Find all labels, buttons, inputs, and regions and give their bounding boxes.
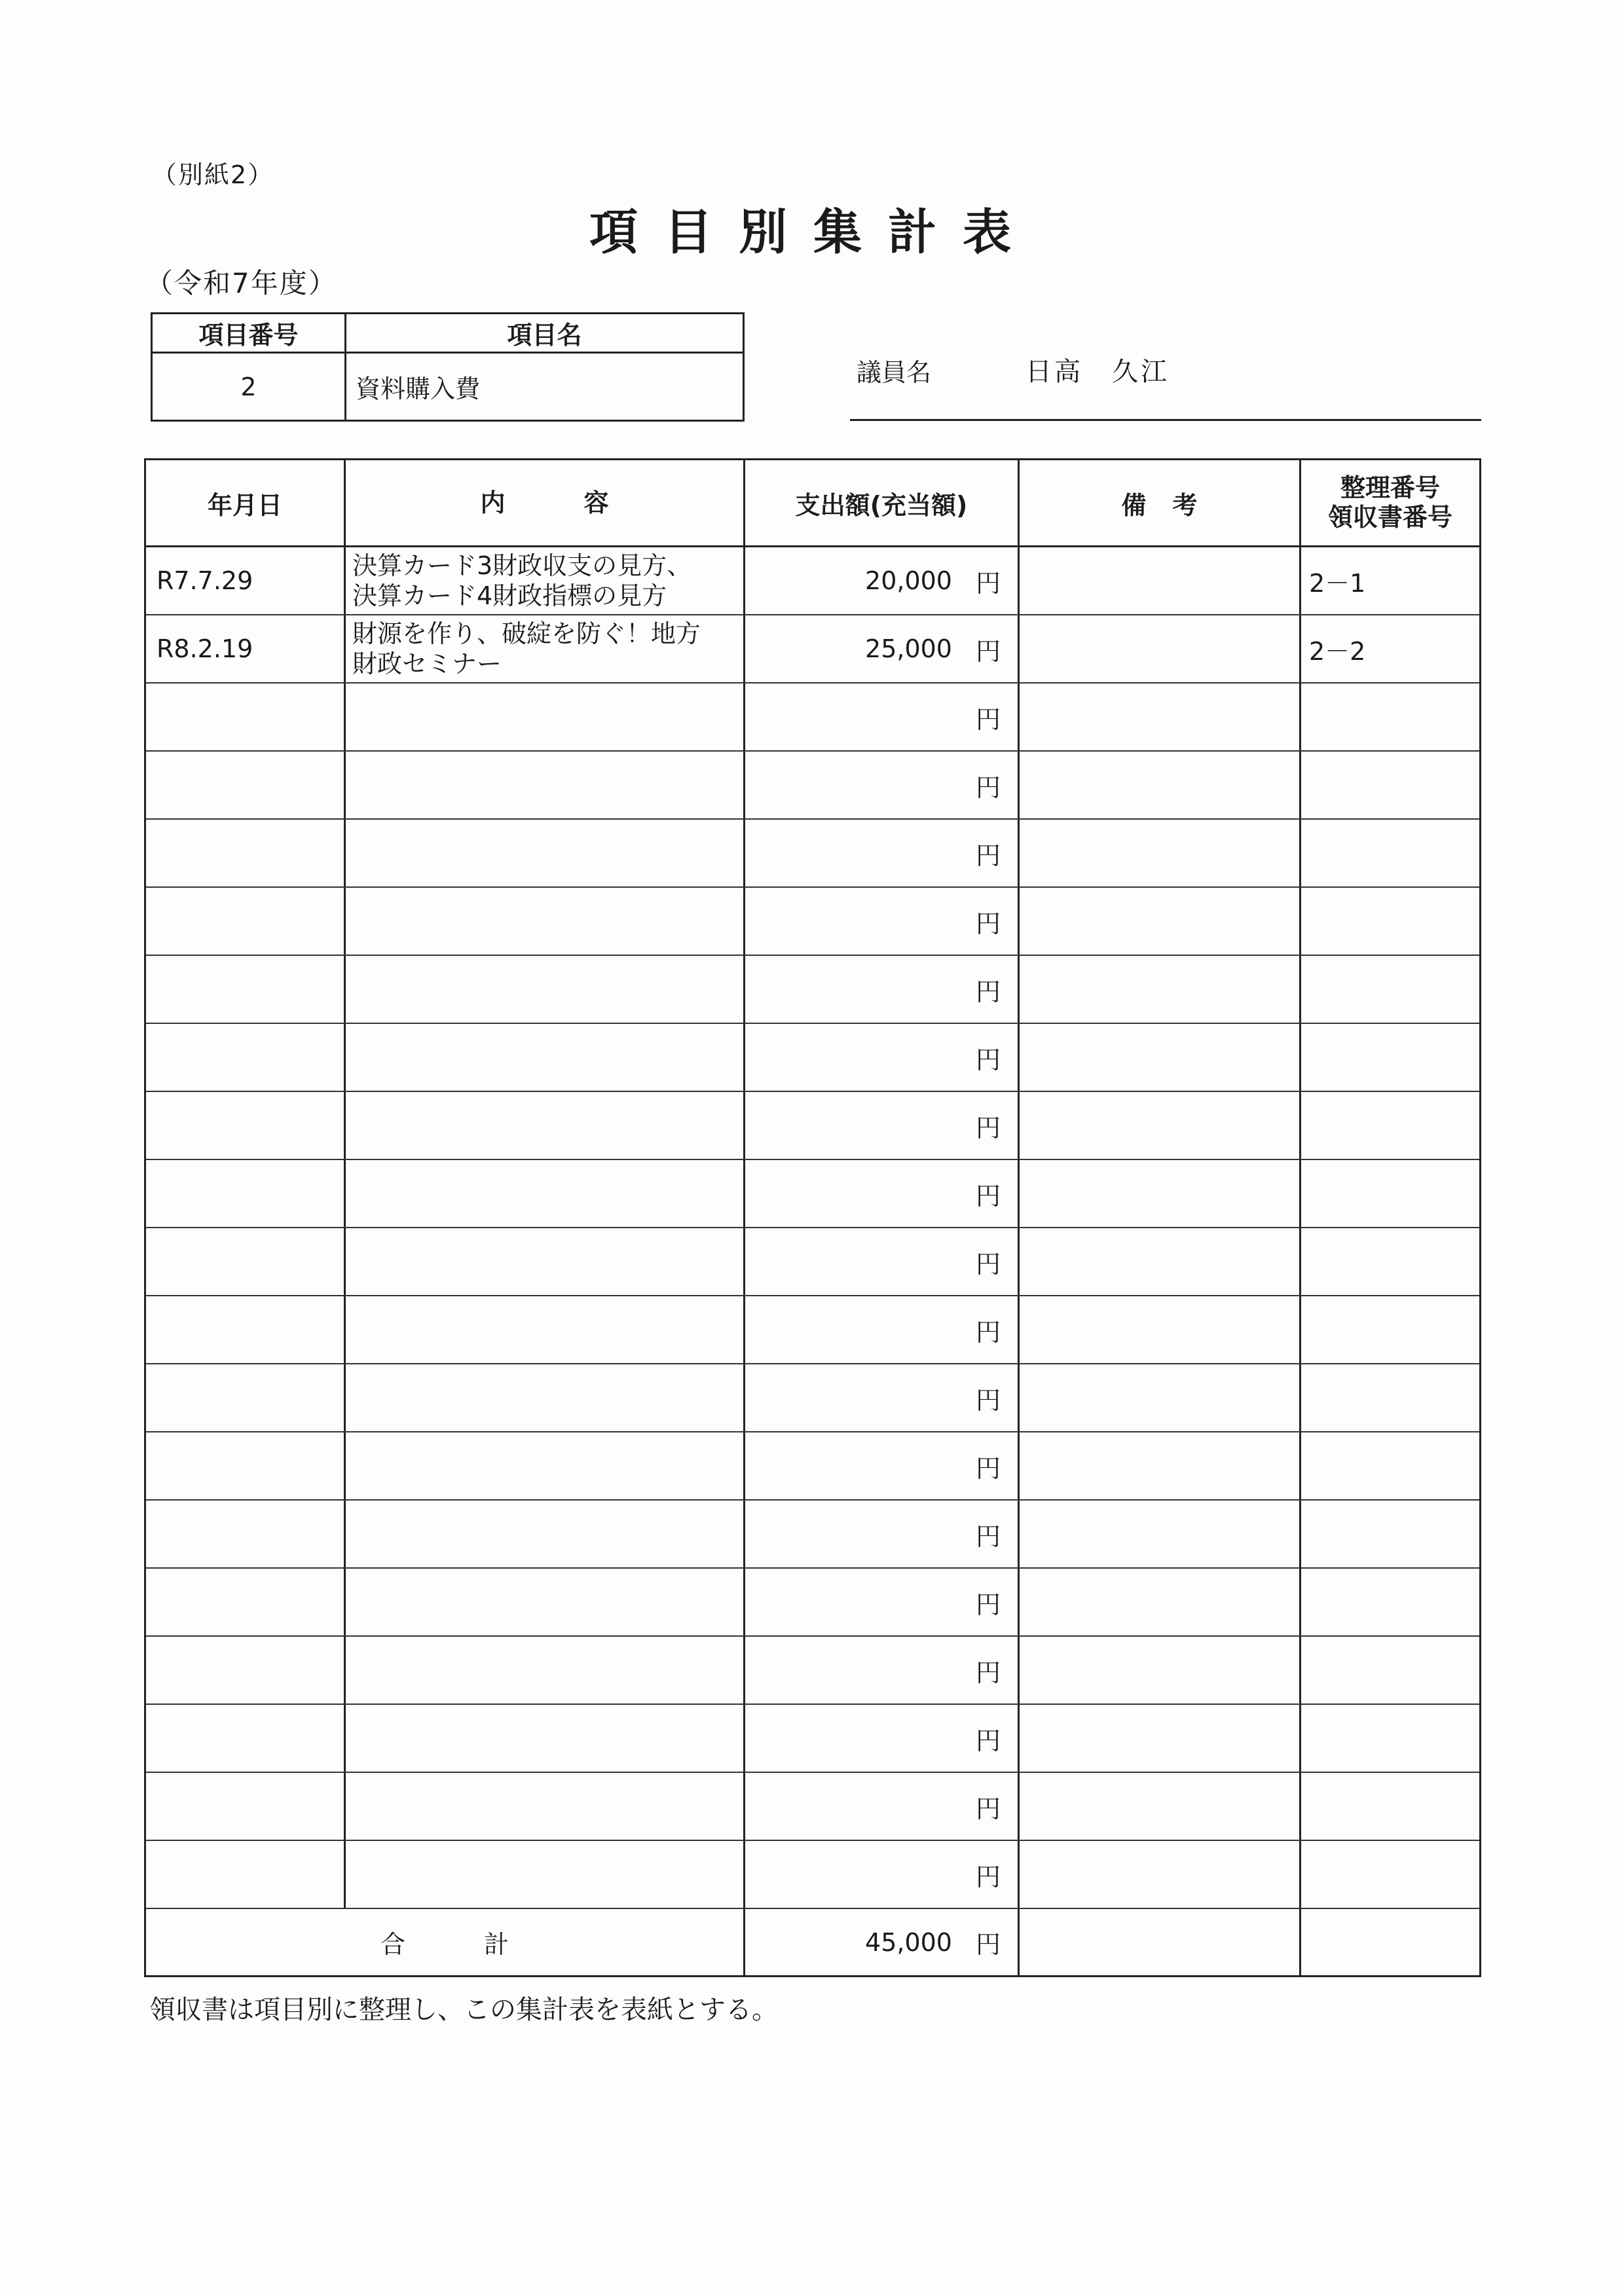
table-row [146,1364,1479,1432]
remarks-cell [1020,820,1301,886]
amount-cell [745,888,1020,955]
total-label: 合計 [380,1930,587,1959]
content-cell [346,547,745,614]
amount-header-text: 支出額(充当額) [795,490,968,520]
date-cell [146,1501,346,1567]
item-info-header-row [153,314,743,354]
remarks-cell [1020,1092,1301,1159]
ref-cell [1301,956,1479,1023]
ref-value: 2－2 [1309,636,1366,666]
ref-header-line1: 整理番号 [1340,473,1440,503]
content-cell [346,1841,745,1908]
fiscal-year-label: （令和7年度） [145,267,337,299]
ref-cell [1301,1364,1479,1431]
ref-cell [1301,547,1479,614]
amount-cell [745,1024,1020,1091]
ref-cell [1301,615,1479,682]
yen-unit: 円 [975,1385,1001,1415]
content-line-2: 財政セミナー [352,649,502,678]
ref-cell [1301,1296,1479,1363]
total-label-cell [146,1909,745,1975]
table-row [146,1569,1479,1637]
amount-cell [745,1296,1020,1363]
content-cell [346,1705,745,1772]
yen-unit: 円 [975,1249,1001,1279]
date-cell [146,1637,346,1704]
date-cell [146,820,346,886]
date-cell [146,1773,346,1840]
ref-cell [1301,820,1479,886]
table-row [146,683,1479,752]
remarks-cell [1020,888,1301,955]
yen-unit: 円 [975,636,1001,666]
date-cell [146,1024,346,1091]
table-row [146,1296,1479,1364]
amount-cell [745,1705,1020,1772]
remarks-header-text: 備考 [1121,490,1224,520]
date-cell [146,1432,346,1499]
yen-unit: 円 [975,1522,1001,1551]
amount-cell [745,683,1020,750]
content-cell [346,1092,745,1159]
ref-cell [1301,1501,1479,1567]
remarks-column-header [1020,460,1301,545]
date-cell [146,615,346,682]
amount-cell [745,1569,1020,1635]
yen-unit: 円 [975,1113,1001,1142]
remarks-cell [1020,1364,1301,1431]
date-value: R7.7.29 [157,566,253,595]
table-row [146,888,1479,956]
ref-cell [1301,1773,1479,1840]
content-cell [346,683,745,750]
table-row [146,956,1479,1024]
remarks-cell [1020,683,1301,750]
amount-cell [745,1637,1020,1704]
amount-cell [745,1364,1020,1431]
remarks-cell [1020,1705,1301,1772]
member-name-underline [850,419,1481,421]
content-cell [346,1637,745,1704]
content-cell [346,956,745,1023]
table-row [146,820,1479,888]
item-name-header: 項目名 [507,321,582,350]
remarks-cell [1020,1432,1301,1499]
content-cell [346,1364,745,1431]
amount-cell [745,1228,1020,1295]
ref-header-line2: 領収書番号 [1327,503,1452,532]
table-row [146,752,1479,820]
yen-unit: 円 [975,1794,1001,1823]
date-cell [146,888,346,955]
ref-value: 2－1 [1309,568,1366,598]
date-cell [146,1841,346,1908]
table-row [146,1160,1479,1228]
table-row [146,615,1479,683]
content-cell [346,1501,745,1567]
table-header-row [146,460,1479,547]
expense-table [144,458,1481,1977]
content-cell [346,1773,745,1840]
ref-cell [1301,1705,1479,1772]
yen-unit: 円 [975,1726,1001,1755]
ref-cell [1301,888,1479,955]
yen-unit: 円 [975,977,1001,1006]
ref-cell [1301,683,1479,750]
table-row [146,1092,1479,1160]
table-row [146,1841,1479,1909]
ref-cell [1301,1092,1479,1159]
yen-unit: 円 [975,1453,1001,1483]
date-cell [146,956,346,1023]
remarks-cell [1020,615,1301,682]
date-cell [146,1160,346,1227]
ref-cell [1301,1841,1479,1908]
table-row [146,1637,1479,1705]
remarks-cell [1020,1841,1301,1908]
remarks-cell [1020,1296,1301,1363]
yen-unit: 円 [975,704,1001,734]
content-cell [346,1160,745,1227]
yen-unit: 円 [975,1590,1001,1619]
date-cell [146,1092,346,1159]
content-cell [346,820,745,886]
total-yen-unit: 円 [975,1930,1001,1959]
content-cell [346,1228,745,1295]
yen-unit: 円 [975,841,1001,870]
amount-cell [745,1773,1020,1840]
yen-unit: 円 [975,1045,1001,1074]
amount-column-header [745,460,1020,545]
amount-cell [745,820,1020,886]
member-name: 日高 久江 [1025,357,1170,387]
table-row [146,1432,1479,1501]
item-name-value: 資料購入費 [356,374,481,403]
content-cell [346,1296,745,1363]
yen-unit: 円 [975,909,1001,938]
total-ref-cell [1301,1909,1479,1975]
ref-cell [1301,1432,1479,1499]
amount-cell [745,615,1020,682]
date-cell [146,547,346,614]
amount-value: 20,000 [865,566,952,595]
remarks-cell [1020,1501,1301,1567]
content-text [352,551,692,611]
table-row [146,1228,1479,1296]
item-info-table [151,312,745,422]
content-cell [346,752,745,818]
remarks-cell [1020,956,1301,1023]
table-row [146,1773,1479,1841]
remarks-cell [1020,1024,1301,1091]
yen-unit: 円 [975,1862,1001,1891]
table-row [146,1501,1479,1569]
date-cell [146,1228,346,1295]
remarks-cell [1020,1228,1301,1295]
member-label: 議員名 [857,358,932,387]
content-cell [346,1432,745,1499]
content-text [352,619,701,680]
remarks-cell [1020,1160,1301,1227]
footnote: 領収書は項目別に整理し、この集計表を表紙とする。 [149,1995,778,2025]
yen-unit: 円 [975,1317,1001,1347]
date-header-text: 年月日 [207,490,282,520]
content-line-1: 財源を作り、破綻を防ぐ！地方 [352,619,701,648]
ref-cell [1301,1024,1479,1091]
content-cell [346,888,745,955]
ref-cell [1301,752,1479,818]
remarks-cell [1020,1637,1301,1704]
total-remarks-cell [1020,1909,1301,1975]
amount-cell [745,1841,1020,1908]
amount-cell [745,547,1020,614]
date-cell [146,1296,346,1363]
remarks-cell [1020,547,1301,614]
yen-unit: 円 [975,568,1001,598]
amount-cell [745,1160,1020,1227]
page-title: 項目別集計表 [589,204,1037,261]
yen-unit: 円 [975,1181,1001,1211]
amount-cell [745,1501,1020,1567]
remarks-cell [1020,752,1301,818]
item-number-value: 2 [153,354,346,420]
content-column-header [346,460,745,545]
date-cell [146,1569,346,1635]
remarks-cell [1020,1773,1301,1840]
ref-cell [1301,1160,1479,1227]
item-info-value-row [153,354,743,420]
ref-cell [1301,1637,1479,1704]
total-row [146,1909,1479,1975]
date-cell [146,683,346,750]
content-line-1: 決算カード3財政収支の見方、 [352,551,692,580]
annex-label: （別紙2） [152,160,274,189]
total-amount: 45,000 [865,1927,952,1957]
table-row [146,1024,1479,1092]
item-number-header: 項目番号 [153,314,346,352]
content-line-2: 決算カード4財政指標の見方 [352,581,667,610]
total-amount-cell [745,1909,1020,1975]
content-cell [346,1569,745,1635]
remarks-cell [1020,1569,1301,1635]
date-cell [146,752,346,818]
date-cell [146,1364,346,1431]
yen-unit: 円 [975,773,1001,802]
ref-cell [1301,1228,1479,1295]
date-value: R8.2.19 [157,634,253,663]
amount-cell [745,956,1020,1023]
amount-cell [745,1092,1020,1159]
yen-unit: 円 [975,1658,1001,1687]
amount-value: 25,000 [865,634,952,663]
table-row [146,547,1479,615]
content-header-text: 内容 [480,488,688,517]
ref-cell [1301,1569,1479,1635]
amount-cell [745,752,1020,818]
date-cell [146,1705,346,1772]
date-column-header [146,460,346,545]
table-row [146,1705,1479,1773]
content-cell [346,1024,745,1091]
amount-cell [745,1432,1020,1499]
content-cell [346,615,745,682]
ref-column-header [1301,460,1479,545]
